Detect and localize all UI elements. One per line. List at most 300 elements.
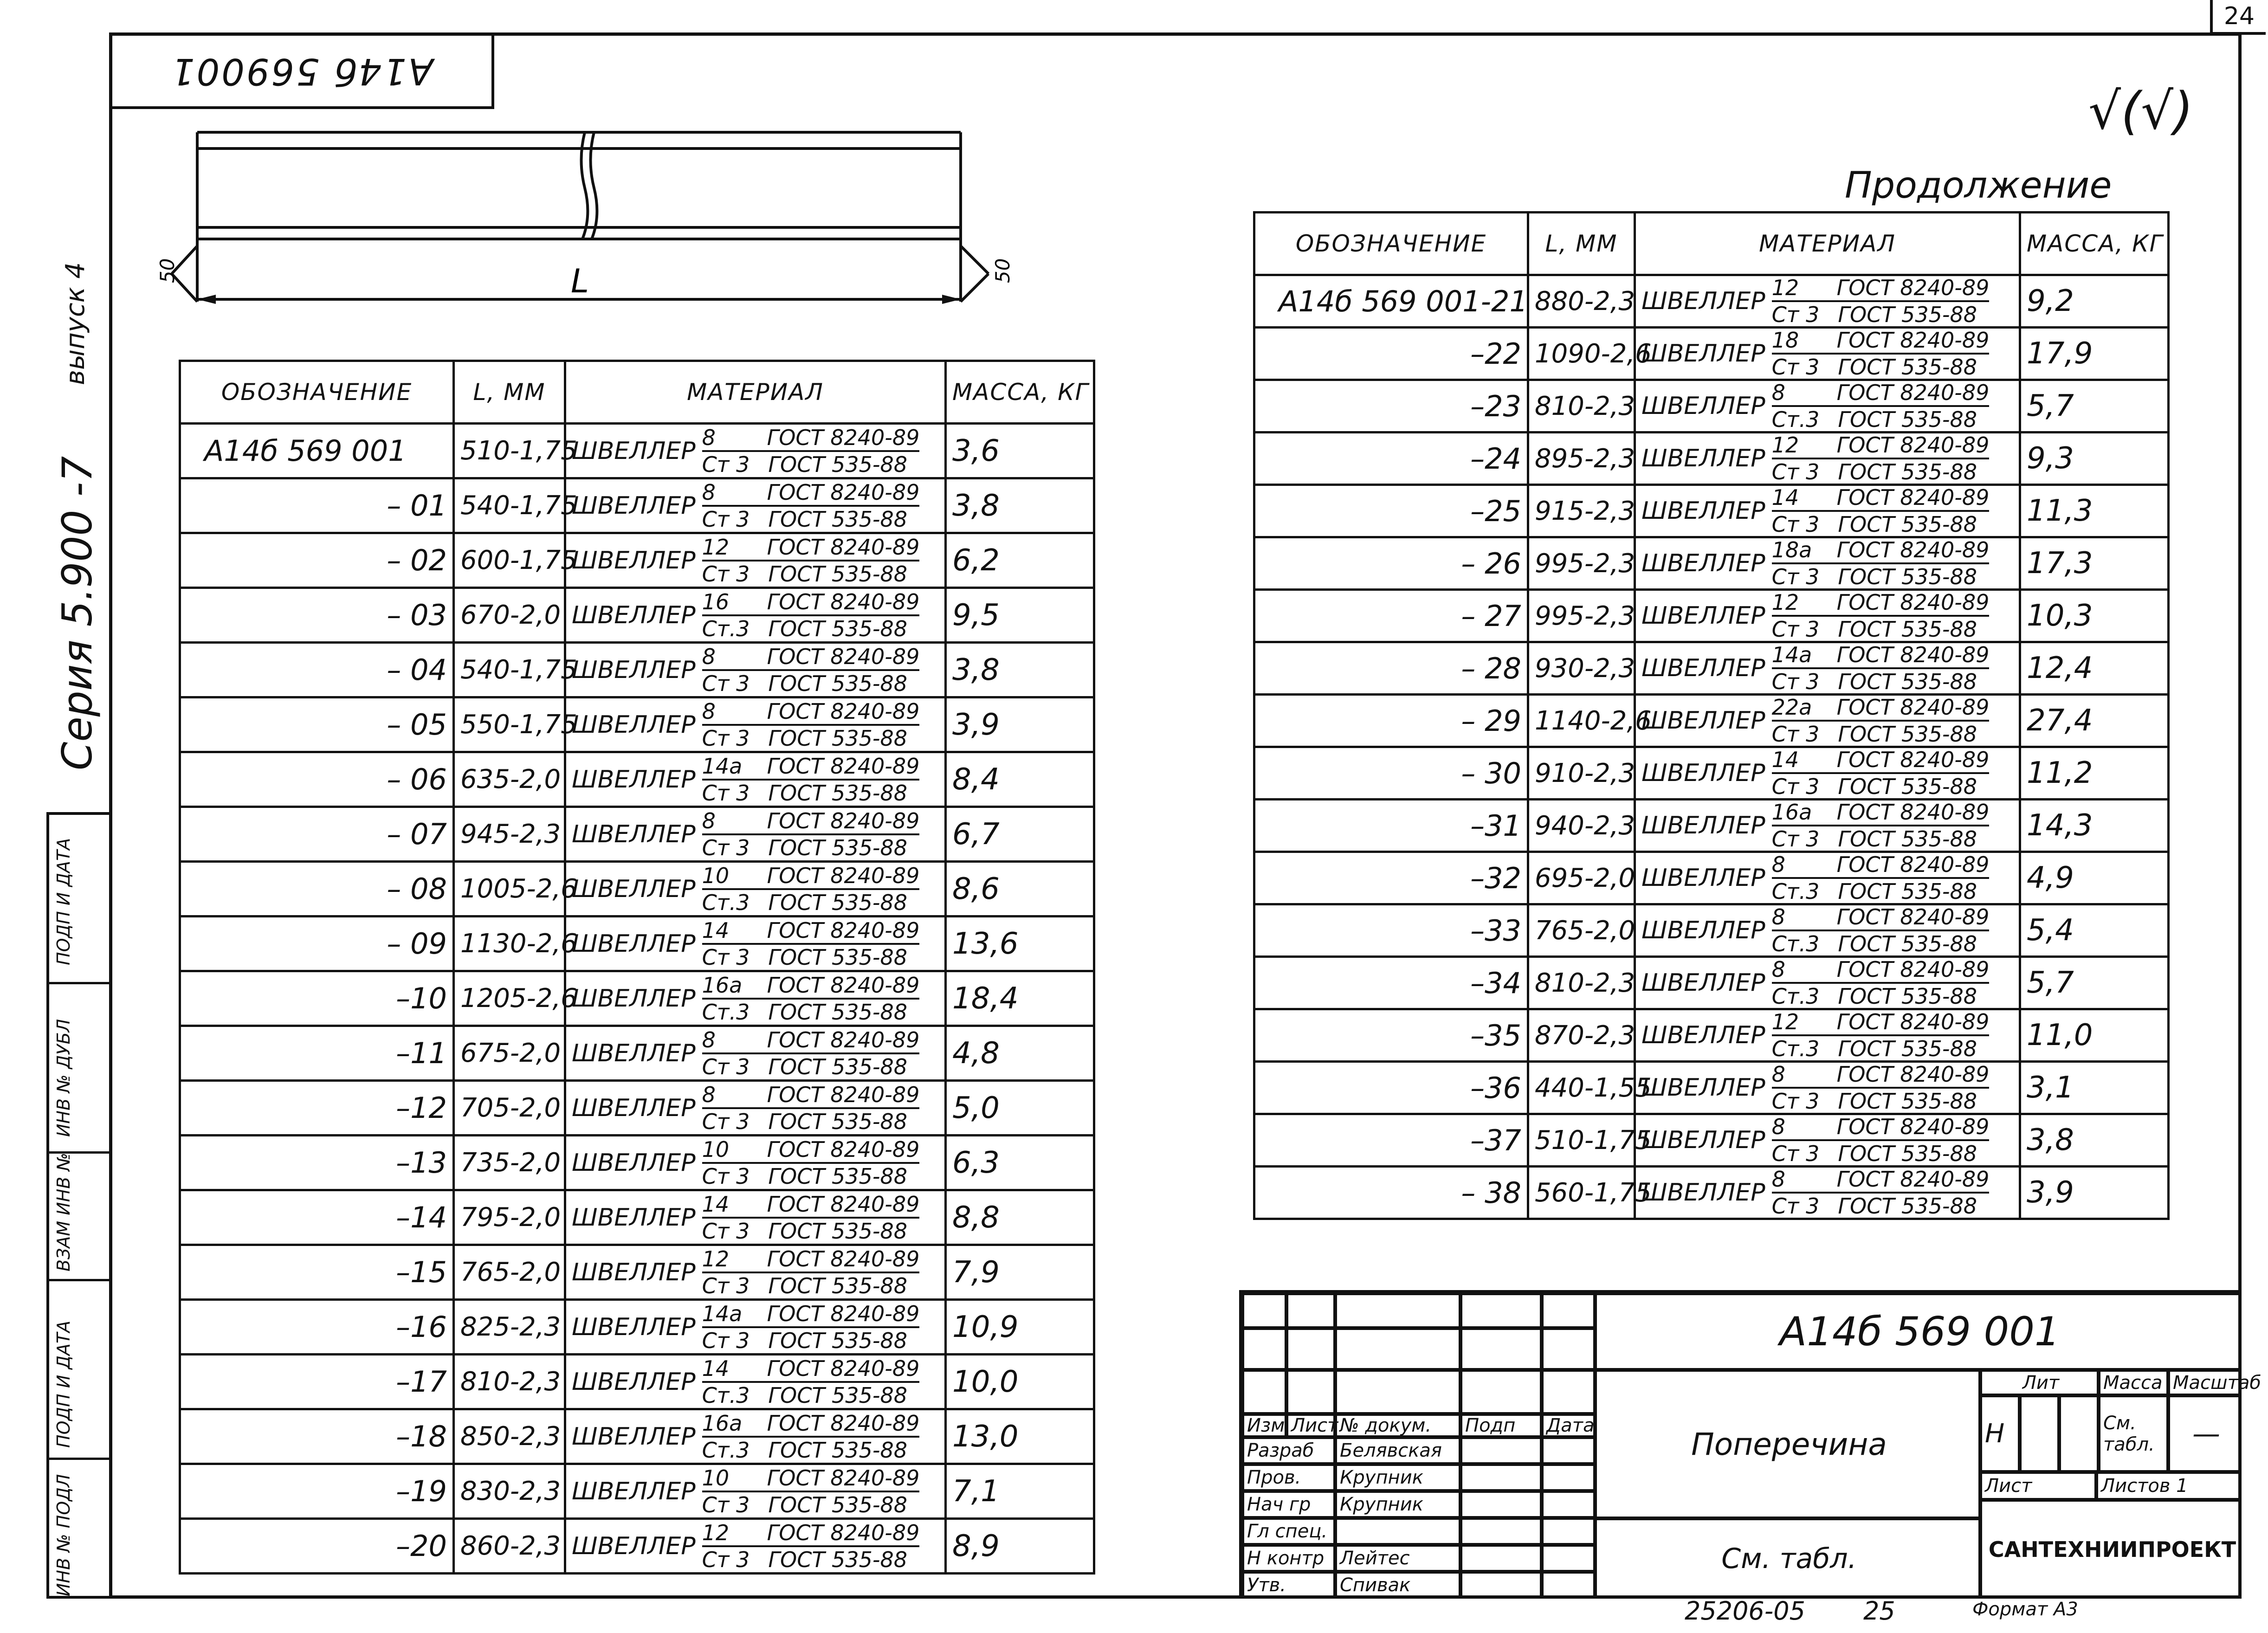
profile-standard: ГОСТ 8240-89 — [1836, 1062, 1990, 1087]
table-row — [1254, 1062, 2169, 1114]
profile-label: ШВЕЛЛЕР — [572, 1149, 696, 1177]
profile-number: 8 — [702, 479, 716, 505]
profile-standard: ГОСТ 8240-89 — [767, 1355, 920, 1381]
material-fraction — [1772, 801, 1990, 850]
profile-standard: ГОСТ 8240-89 — [767, 589, 920, 614]
profile-label: ШВЕЛЛЕР — [572, 1422, 696, 1451]
left-specification-table — [179, 360, 1095, 1575]
signature-cell — [1460, 1545, 1542, 1572]
profile-label: ШВЕЛЛЕР — [572, 491, 696, 520]
material-fraction — [1772, 697, 1990, 745]
profile-number: 14а — [1771, 642, 1812, 667]
col-izm: Изм — [1242, 1414, 1286, 1437]
length-cell: 735-2,0 — [454, 1136, 565, 1190]
profile-number: 8 — [702, 808, 716, 833]
length-cell: 810-2,3 — [454, 1355, 565, 1409]
designation-cell: –36 — [1254, 1062, 1528, 1114]
material-fraction — [702, 1248, 920, 1297]
length-cell: 540-1,75 — [454, 478, 565, 533]
organization: САНТЕХНИИПРОЕКТ — [1980, 1500, 2242, 1599]
designation-cell: –37 — [1254, 1114, 1528, 1167]
designation-cell: – 09 — [180, 917, 454, 971]
lit-value: Н — [1980, 1395, 2020, 1472]
profile-standard: ГОСТ 8240-89 — [1836, 747, 1990, 772]
stamp-label-2: ИНВ № ДУБЛ — [53, 1019, 74, 1137]
length-cell: 1090-2,6 — [1528, 328, 1635, 380]
steel-standard: ГОСТ 535-88 — [768, 616, 907, 641]
archive-number: 25206-05 — [1685, 1596, 1805, 1626]
table-row — [1254, 852, 2169, 904]
material-cell — [1635, 275, 2020, 328]
profile-standard: ГОСТ 8240-89 — [767, 425, 920, 450]
designation-cell: –17 — [180, 1355, 454, 1409]
steel-standard: ГОСТ 535-88 — [768, 1492, 907, 1517]
mass-cell: 3,8 — [2020, 1114, 2169, 1167]
length-cell: 940-2,3 — [1528, 800, 1635, 852]
designation-cell: – 26 — [1254, 537, 1528, 590]
length-cell: 795-2,0 — [454, 1190, 565, 1245]
issue-label: выпуск 4 — [60, 262, 90, 385]
designation-cell: –13 — [180, 1136, 454, 1190]
material-cell — [1635, 1114, 2020, 1167]
material-fraction — [1772, 749, 1990, 797]
header-mass: МАССА, КГ — [2020, 213, 2169, 275]
mass-cell: 6,7 — [946, 807, 1094, 862]
length-cell: 670-2,0 — [454, 588, 565, 643]
profile-standard: ГОСТ 8240-89 — [767, 644, 920, 669]
mass-cell: 27,4 — [2020, 695, 2169, 747]
material-cell — [1635, 485, 2020, 537]
length-cell: 1005-2,6 — [454, 862, 565, 917]
designation-cell: –25 — [1254, 485, 1528, 537]
profile-label: ШВЕЛЛЕР — [1641, 654, 1765, 682]
material-cell — [565, 1190, 946, 1245]
material-cell — [1635, 747, 2020, 800]
steel-grade: Ст 3 — [1771, 1089, 1820, 1114]
steel-grade: Ст.3 — [1771, 407, 1820, 432]
material-cell — [1635, 328, 2020, 380]
material-cell — [1635, 1062, 2020, 1114]
material-fraction — [702, 1522, 920, 1570]
length-cell: 600-1,75 — [454, 533, 565, 588]
material-fraction — [1772, 1116, 1990, 1164]
profile-standard: ГОСТ 8240-89 — [767, 1191, 920, 1217]
material-fraction — [702, 865, 920, 913]
role-label: Пров. — [1242, 1464, 1335, 1491]
profile-standard: ГОСТ 8240-89 — [767, 479, 920, 505]
length-cell: 765-2,0 — [454, 1245, 565, 1300]
profile-standard: ГОСТ 8240-89 — [1836, 1167, 1990, 1192]
table-row — [180, 1245, 1094, 1300]
designation-cell: – 04 — [180, 643, 454, 697]
length-cell: 850-2,3 — [454, 1409, 565, 1464]
steel-standard: ГОСТ 535-88 — [768, 671, 907, 696]
role-label: Разраб — [1242, 1437, 1335, 1464]
material-cell — [1635, 1167, 2020, 1219]
profile-standard: ГОСТ 8240-89 — [767, 534, 920, 560]
profile-standard: ГОСТ 8240-89 — [767, 1520, 920, 1545]
format-label: Формат А3 — [1972, 1599, 2078, 1620]
material-fraction — [702, 1467, 920, 1516]
profile-standard: ГОСТ 8240-89 — [1836, 1009, 1990, 1034]
designation-cell: А14б 569 001-21 — [1254, 275, 1528, 328]
mass-cell: 3,8 — [946, 643, 1094, 697]
mass-cell: 5,0 — [946, 1081, 1094, 1136]
steel-standard: ГОСТ 535-88 — [1838, 512, 1977, 537]
steel-grade: Ст 3 — [1771, 302, 1820, 327]
profile-label: ШВЕЛЛЕР — [1641, 497, 1765, 525]
profile-number: 18 — [1771, 328, 1799, 353]
profile-number: 12 — [1771, 275, 1799, 300]
mass-cell: 12,4 — [2020, 642, 2169, 695]
profile-number: 12 — [702, 1246, 730, 1272]
profile-number: 10 — [702, 1136, 730, 1162]
profile-standard: ГОСТ 8240-89 — [1836, 957, 1990, 982]
profile-number: 14а — [702, 1301, 743, 1326]
material-fraction — [702, 1303, 920, 1351]
length-cell: 1130-2,6 — [454, 917, 565, 971]
material-fraction — [1772, 1064, 1990, 1112]
designation-cell: –33 — [1254, 904, 1528, 957]
profile-standard: ГОСТ 8240-89 — [767, 1246, 920, 1272]
date-cell — [1542, 1518, 1595, 1545]
length-cell: 765-2,0 — [1528, 904, 1635, 957]
material-fraction — [702, 1029, 920, 1078]
profile-standard: ГОСТ 8240-89 — [1836, 590, 1990, 615]
material-fraction — [1772, 329, 1990, 378]
profile-number: 8 — [1771, 1114, 1785, 1139]
material-fraction — [1772, 539, 1990, 587]
material-fraction — [702, 755, 920, 804]
profile-number: 14 — [702, 917, 730, 943]
profile-label: ШВЕЛЛЕР — [1641, 812, 1765, 839]
table-row — [1254, 380, 2169, 432]
steel-standard: ГОСТ 535-88 — [768, 1437, 907, 1463]
col-doc: № докум. — [1335, 1414, 1460, 1437]
profile-standard: ГОСТ 8240-89 — [1836, 485, 1990, 510]
profile-label: ШВЕЛЛЕР — [1641, 1021, 1765, 1049]
table-row — [1254, 590, 2169, 642]
table-row — [1254, 642, 2169, 695]
mass-cell: 6,2 — [946, 533, 1094, 588]
table-row — [180, 1136, 1094, 1190]
profile-number: 8 — [1771, 1167, 1785, 1192]
length-cell: 440-1,55 — [1528, 1062, 1635, 1114]
designation-cell: –14 — [180, 1190, 454, 1245]
role-label: Н контр — [1242, 1545, 1335, 1572]
profile-number: 14 — [702, 1355, 730, 1381]
profile-label: ШВЕЛЛЕР — [1641, 969, 1765, 997]
mass-cell: 5,7 — [2020, 380, 2169, 432]
profile-standard: ГОСТ 8240-89 — [767, 863, 920, 888]
steel-grade: Ст 3 — [1771, 355, 1820, 380]
profile-standard: ГОСТ 8240-89 — [1836, 642, 1990, 667]
angle-right-label: 50 — [991, 258, 1014, 283]
steel-grade: Ст 3 — [702, 452, 750, 477]
table-row — [1254, 800, 2169, 852]
profile-number: 8 — [1771, 904, 1785, 929]
length-cell: 870-2,3 — [1528, 1009, 1635, 1062]
sheet-label: Лист — [1980, 1472, 2096, 1500]
material-cell — [565, 807, 946, 862]
steel-grade: Ст 3 — [702, 1328, 750, 1353]
date-cell — [1542, 1572, 1595, 1599]
material-fraction — [702, 1410, 920, 1463]
length-cell: 810-2,3 — [1528, 957, 1635, 1009]
profile-label: ШВЕЛЛЕР — [1641, 1074, 1765, 1102]
designation-cell: –15 — [180, 1245, 454, 1300]
profile-label: ШВЕЛЛЕР — [572, 875, 696, 903]
scale-value: — — [2168, 1395, 2242, 1472]
material-cell — [1635, 380, 2020, 432]
table-row — [180, 971, 1094, 1026]
part-name: Поперечина — [1595, 1370, 1980, 1518]
material-fraction — [702, 1191, 920, 1244]
steel-standard: ГОСТ 535-88 — [1838, 879, 1977, 904]
material-cell — [1635, 590, 2020, 642]
steel-standard: ГОСТ 535-88 — [768, 1054, 907, 1079]
designation-cell: – 05 — [180, 697, 454, 752]
designation-cell: А14б 569 001 — [180, 424, 454, 478]
material-fraction — [702, 427, 920, 475]
profile-label: ШВЕЛЛЕР — [1641, 340, 1765, 368]
profile-number: 14 — [1771, 485, 1799, 510]
mass-cell: 6,3 — [946, 1136, 1094, 1190]
length-cell: 860-2,3 — [454, 1519, 565, 1574]
table-row — [180, 1519, 1094, 1574]
signature-cell — [1460, 1518, 1542, 1545]
mass-cell: 3,9 — [946, 697, 1094, 752]
material-cell — [1635, 852, 2020, 904]
scale-label: Масштаб — [2168, 1370, 2242, 1395]
material-fraction — [702, 698, 920, 751]
steel-grade: Ст 3 — [702, 835, 750, 860]
designation-cell: –31 — [1254, 800, 1528, 852]
profile-standard: ГОСТ 8240-89 — [1836, 1114, 1990, 1139]
table-row — [180, 643, 1094, 697]
designation-cell: – 28 — [1254, 642, 1528, 695]
steel-standard: ГОСТ 535-88 — [768, 1273, 907, 1298]
col-date: Дата — [1542, 1414, 1595, 1437]
profile-label: ШВЕЛЛЕР — [1641, 392, 1765, 420]
profile-number: 16а — [702, 1410, 743, 1436]
header-length: L, ММ — [454, 361, 565, 424]
role-name: Крупник — [1335, 1464, 1460, 1491]
steel-standard: ГОСТ 535-88 — [1838, 355, 1977, 380]
material-cell — [565, 697, 946, 752]
table-row — [180, 862, 1094, 917]
material-cell — [565, 424, 946, 478]
material-cell — [565, 971, 946, 1026]
steel-standard: ГОСТ 535-88 — [1838, 722, 1977, 747]
continuation-label: Продолжение — [1845, 165, 2112, 207]
steel-standard: ГОСТ 535-88 — [1838, 669, 1977, 694]
material-cell — [565, 1300, 946, 1355]
length-cell: 945-2,3 — [454, 807, 565, 862]
sheets-label: Листов 1 — [2096, 1472, 2242, 1500]
length-cell: 880-2,3 — [1528, 275, 1635, 328]
material-cell — [565, 1409, 946, 1464]
material-fraction — [702, 1084, 920, 1132]
mass-cell: 5,4 — [2020, 904, 2169, 957]
profile-standard: ГОСТ 8240-89 — [1836, 800, 1990, 825]
profile-label: ШВЕЛЛЕР — [572, 546, 696, 574]
signature-cell — [1460, 1572, 1542, 1599]
lit-label: Лит — [1980, 1370, 2099, 1395]
steel-standard: ГОСТ 535-88 — [768, 1547, 907, 1572]
steel-grade: Ст 3 — [1771, 617, 1820, 642]
material-cell — [565, 1519, 946, 1574]
stamp-label-1: ПОДП И ДАТА — [53, 838, 74, 965]
material-fraction — [1772, 434, 1990, 483]
role-label: Утв. — [1242, 1572, 1335, 1599]
material-cell — [565, 1245, 946, 1300]
profile-standard: ГОСТ 8240-89 — [1836, 432, 1990, 458]
profile-label: ШВЕЛЛЕР — [572, 1094, 696, 1122]
steel-grade: Ст 3 — [1771, 826, 1820, 852]
table-row — [1254, 695, 2169, 747]
profile-standard: ГОСТ 8240-89 — [1836, 275, 1990, 300]
material-fraction — [702, 972, 920, 1025]
mass-cell: 13,0 — [946, 1409, 1094, 1464]
profile-number: 12 — [1771, 590, 1799, 615]
mass-cell: 17,3 — [2020, 537, 2169, 590]
stamp-label-5: ИНВ № ПОДЛ — [53, 1474, 74, 1596]
designation-cell: – 06 — [180, 752, 454, 807]
channel-sketch — [153, 121, 1035, 320]
header-length: L, ММ — [1528, 213, 1635, 275]
doc-code: А14б 569 001 — [1595, 1293, 2242, 1370]
profile-label: ШВЕЛЛЕР — [1641, 917, 1765, 944]
length-cell: 995-2,3 — [1528, 590, 1635, 642]
profile-label: ШВЕЛЛЕР — [572, 1368, 696, 1396]
material-cell — [1635, 957, 2020, 1009]
steel-standard: ГОСТ 535-88 — [1838, 407, 1977, 432]
material-cell — [1635, 695, 2020, 747]
table-row — [180, 1081, 1094, 1136]
material-fraction — [702, 479, 920, 532]
profile-label: ШВЕЛЛЕР — [572, 929, 696, 958]
profile-number: 8 — [1771, 957, 1785, 982]
profile-number: 12 — [702, 1520, 730, 1545]
header-mass: МАССА, КГ — [946, 361, 1094, 424]
material-cell — [1635, 1009, 2020, 1062]
mass-cell: 11,3 — [2020, 485, 2169, 537]
profile-label: ШВЕЛЛЕР — [572, 1039, 696, 1067]
material-cell — [565, 1136, 946, 1190]
table-header-row — [180, 361, 1094, 424]
mass-cell: 10,3 — [2020, 590, 2169, 642]
mass-cell: 7,9 — [946, 1245, 1094, 1300]
title-block — [1239, 1290, 2262, 1599]
designation-cell: – 07 — [180, 807, 454, 862]
material-cell — [1635, 800, 2020, 852]
profile-label: ШВЕЛЛЕР — [572, 1203, 696, 1232]
steel-grade: Ст.3 — [702, 1437, 750, 1463]
steel-grade: Ст 3 — [1771, 1141, 1820, 1166]
length-cell: 635-2,0 — [454, 752, 565, 807]
steel-grade: Ст 3 — [702, 1054, 750, 1079]
length-cell: 1140-2,6 — [1528, 695, 1635, 747]
steel-standard: ГОСТ 535-88 — [768, 1218, 907, 1244]
designation-cell: –23 — [1254, 380, 1528, 432]
drawing-code-rotated-box — [109, 32, 494, 109]
steel-grade: Ст 3 — [702, 561, 750, 587]
steel-grade: Ст 3 — [702, 780, 750, 806]
steel-grade: Ст.3 — [1771, 879, 1820, 904]
steel-standard: ГОСТ 535-88 — [1838, 1089, 1977, 1114]
profile-standard: ГОСТ 8240-89 — [1836, 904, 1990, 929]
mass-cell: 9,2 — [2020, 275, 2169, 328]
header-material: МАТЕРИАЛ — [1635, 213, 2020, 275]
steel-grade: Ст.3 — [702, 616, 750, 641]
material-cell — [1635, 432, 2020, 485]
length-cell: 830-2,3 — [454, 1464, 565, 1519]
steel-grade: Ст.3 — [702, 1382, 750, 1408]
profile-number: 10 — [702, 863, 730, 888]
roughness-mark: √(√) — [2088, 81, 2194, 141]
profile-label: ШВЕЛЛЕР — [572, 1477, 696, 1505]
profile-number: 14 — [1771, 747, 1799, 772]
profile-standard: ГОСТ 8240-89 — [767, 1136, 920, 1162]
designation-cell: –20 — [180, 1519, 454, 1574]
steel-standard: ГОСТ 535-88 — [1838, 459, 1977, 484]
signature-cell — [1460, 1491, 1542, 1518]
material-fraction — [702, 1355, 920, 1408]
profile-number: 16 — [702, 589, 730, 614]
profile-label: ШВЕЛЛЕР — [1641, 549, 1765, 577]
material-fraction — [702, 917, 920, 970]
designation-cell: –16 — [180, 1300, 454, 1355]
table-row — [180, 1300, 1094, 1355]
material-cell — [565, 1464, 946, 1519]
profile-number: 8 — [702, 1027, 716, 1052]
mass-cell: 11,0 — [2020, 1009, 2169, 1062]
header-designation: ОБОЗНАЧЕНИЕ — [1254, 213, 1528, 275]
designation-cell: –10 — [180, 971, 454, 1026]
stamp-label-4: ПОДП И ДАТА — [53, 1320, 74, 1448]
material-cell — [565, 1081, 946, 1136]
profile-number: 10 — [702, 1465, 730, 1491]
steel-grade: Ст.3 — [1771, 931, 1820, 956]
profile-label: ШВЕЛЛЕР — [572, 765, 696, 794]
mass-cell: 10,0 — [946, 1355, 1094, 1409]
table-row — [1254, 432, 2169, 485]
table-row — [180, 1026, 1094, 1081]
steel-grade: Ст.3 — [702, 890, 750, 915]
profile-number: 8 — [1771, 852, 1785, 877]
steel-standard: ГОСТ 535-88 — [768, 506, 907, 532]
profile-standard: ГОСТ 8240-89 — [767, 972, 920, 998]
designation-cell: – 30 — [1254, 747, 1528, 800]
profile-standard: ГОСТ 8240-89 — [1836, 380, 1990, 405]
profile-number: 8 — [1771, 1062, 1785, 1087]
table-row — [1254, 904, 2169, 957]
steel-standard: ГОСТ 535-88 — [768, 725, 907, 751]
material-fraction — [1772, 906, 1990, 955]
material-cell — [565, 643, 946, 697]
steel-grade: Ст 3 — [1771, 512, 1820, 537]
mass-cell: 3,6 — [946, 424, 1094, 478]
steel-standard: ГОСТ 535-88 — [1838, 774, 1977, 799]
table-row — [180, 1355, 1094, 1409]
length-cell: 915-2,3 — [1528, 485, 1635, 537]
mass-cell: 3,8 — [946, 478, 1094, 533]
profile-standard: ГОСТ 8240-89 — [767, 753, 920, 779]
sheet-number: 24 — [2210, 0, 2266, 35]
steel-standard: ГОСТ 535-88 — [1838, 617, 1977, 642]
length-cell: 510-1,75 — [454, 424, 565, 478]
